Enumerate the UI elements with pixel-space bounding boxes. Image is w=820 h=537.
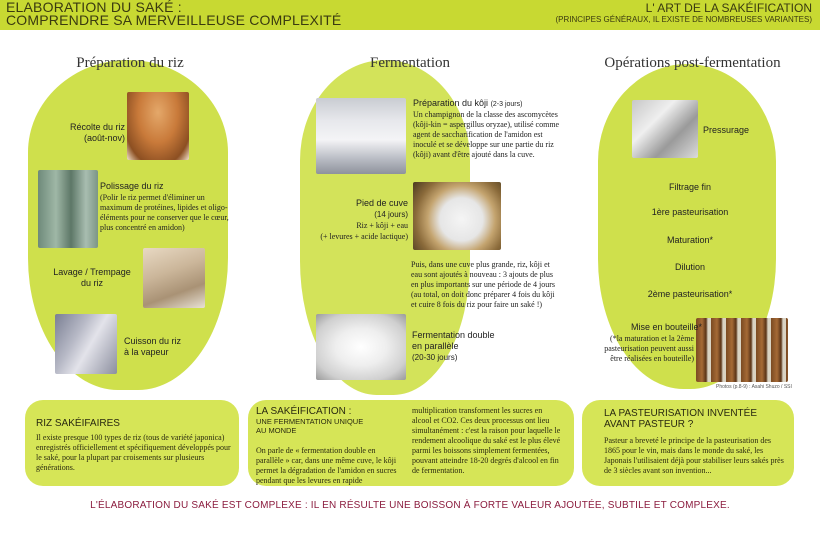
step-harvest-detail: (août-nov) [83,133,125,143]
step-harvest [55,122,125,144]
step-washing-detail: du riz [80,278,103,288]
bottling-note: (*la maturation et la 2ème pasteurisation peuvent aussi être réalisées en bouteille) [604,334,694,363]
page-title-line1: ELABORATION DU SAKÉ : [6,0,182,15]
post-heading: Opérations post-fermentation [604,55,781,71]
pasteur-body: Pasteur a breveté le principe de la pasteurisation des 1865 pour le vin, mais dans le monde du saké, les Japonais l'utilisaient déjà pour stabiliser leurs sakés près de 3 siècles avant son invention... [604,436,784,475]
step-polishing-title: Polissage du riz [100,181,164,191]
rice-washing-photo [143,248,205,308]
double-days: (20-30 jours) [412,353,458,362]
starter-tank-photo [413,182,501,250]
rice-steaming-photo [55,314,117,374]
double-block [412,330,532,363]
rice-box-title: RIZ SAKÉIFAIRES [36,418,120,429]
step-steaming-detail: à la vapeur [124,347,169,357]
pasteur-title2: AVANT PASTEUR ? [604,419,694,430]
filtering-label: Filtrage fin [668,182,712,192]
saccharification-body-right: multiplication transforment les sucres en alcool et CO2. Ces deux processus ont lieu simultanément : c'est la raison pour laquelle le rendement alcoolique du saké est le plus élevé parmi les boissons simplement fermentées, pouvant atteindre 18-20 degrés d'alcool en fin de fermentation. [412,406,561,475]
double-sub: en parallèle [412,341,459,351]
saccharification-title: LA SAKÉIFICATION : [256,406,352,417]
step-steaming [124,336,204,358]
starter-title: Pied de cuve [355,198,408,208]
fermentation-tank-photo [316,314,406,380]
saccharification-subtitle2: AU MONDE [256,426,297,435]
subtitle-line1: L' ART DE LA SAKÉIFICATION [645,1,812,15]
page-title-line2: COMPRENDRE SA MERVEILLEUSE COMPLEXITÉ [6,12,342,28]
step-harvest-title: Récolte du riz [69,122,125,132]
koji-text: Un champignon de la classe des ascomycètes (kôji-kin = aspergillus oryzae), utilisé comme agent de saccharification de l'amidon est inoculé et se développe sur une partie du riz (kôji) avant d'être ajouté dans la cuve. [413,110,560,159]
subtitle-line2: (PRINCIPES GÉNÉRAUX, IL EXISTE DE NOMBREUSES VARIANTES) [555,15,812,24]
rice-heading: Préparation du riz [76,55,184,71]
step-washing [44,267,140,289]
photo-credit: Photos (p.8-9) : Asahi Shuzo / SSI [716,384,792,390]
rice-box-body: Il existe presque 100 types de riz (tous de variété japonica) enregistrés officiellement et spécifiquement développés pour le saké, pour la plupart par croisements sur plusieurs générations. [36,433,231,472]
koji-title: Préparation du kôji [413,98,489,108]
bottles-photo [696,318,788,382]
pressing-label: Pressurage [703,125,750,135]
dilution-label: Dilution [674,262,705,272]
starter-block [312,198,408,231]
step-washing-title: Lavage / Trempage [53,267,131,277]
saccharification-body-left: On parle de « fermentation double en parallèle » car, dans une même cuve, le kôji permet la dégradation de l'amidon en sucres pendant que les levures en rapide [256,446,397,485]
page-subtitle [556,2,813,25]
bottling-label: Mise en bouteille* [630,322,702,332]
koji-heading [413,98,563,110]
footer-tagline: L'ÉLABORATION DU SAKÉ EST COMPLEXE : IL EN RÉSULTE UNE BOISSON À FORTE VALEUR AJOUTÉE, SUBTILE ET COMPLEXE. [90,500,730,511]
pressing-photo [632,100,698,158]
double-title: Fermentation double [412,330,495,340]
pasteur-title1: LA PASTEURISATION INVENTÉE [604,408,757,419]
koji-days: (2-3 jours) [490,101,523,108]
rice-harvest-photo [127,92,189,160]
page-title [6,1,341,27]
step-steaming-title: Cuisson du riz [124,336,182,346]
koji-room-photo [316,98,406,174]
maturation-label: Maturation* [666,235,714,245]
process-text: Puis, dans une cuve plus grande, riz, kôji et eau sont ajoutés à nouveau : 3 ajouts de plus en plus importants sur une période de 4 jours (au total, on doit donc préparer 4 fois du kôji et cuire 8 fois du riz pour faire un saké !) [411,260,555,309]
pasteurisation1-label: 1ère pasteurisation [651,207,729,217]
fermentation-heading: Fermentation [370,55,450,71]
pasteurisation2-label: 2ème pasteurisation* [647,289,733,299]
step-polishing-detail: (Polir le riz permet d'éliminer un maximum de protéines, lipides et oligo-éléments pour ne conserver que le cœur, plus concentré en amidon) [100,193,229,232]
starter-days: (14 jours) [374,210,408,219]
starter-extra: (+ levures + acide lactique) [320,232,408,241]
saccharification-subtitle1: UNE FERMENTATION UNIQUE [256,417,364,426]
starter-mix: Riz + kôji + eau [356,221,408,230]
polishing-machine-photo [38,170,98,248]
